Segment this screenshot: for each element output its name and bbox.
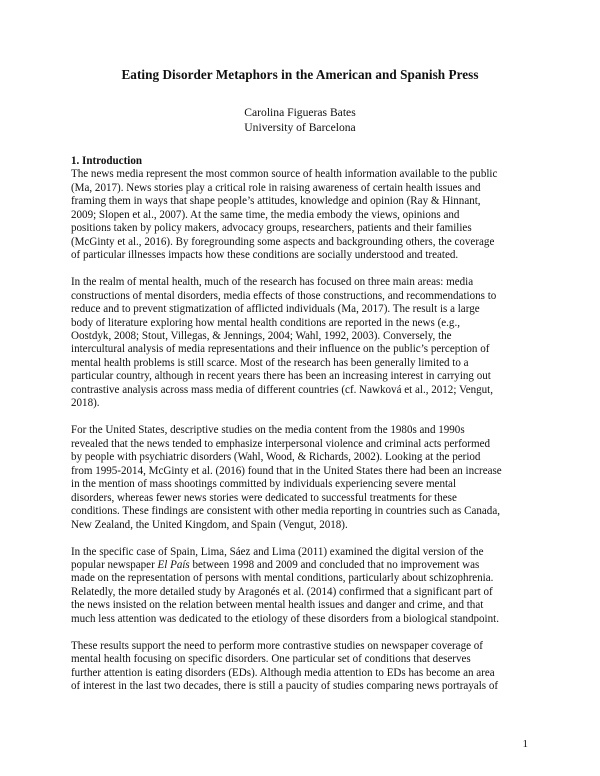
- paragraph-line: from 1995-2014, McGinty et al. (2016) found that in the United States there had been an increase: [71, 464, 502, 477]
- paragraph-line: body of literature exploring how mental health conditions are reported in the news (e.g.,: [71, 316, 460, 329]
- paragraph-line: For the United States, descriptive studies on the media content from the 1980s and 1990s: [71, 424, 465, 437]
- paragraph-line: disorders, whereas fewer news stories were dedicated to successful treatments for these: [71, 491, 457, 504]
- paragraph-line: (McGinty et al., 2016). By foregrounding some aspects and backgrounding others, the coverage: [71, 235, 495, 248]
- paragraph-line: contrastive analysis across mass media of different countries (cf. Nawková et al., 2012; Vengut,: [71, 383, 494, 396]
- paragraph-5: [71, 640, 533, 694]
- paragraph-line: intercultural analysis of media representations and their influence on the public’s perception of: [71, 343, 490, 356]
- author-block: [0, 106, 600, 135]
- paragraph-line: further attention is eating disorders (EDs). Although media attention to EDs has become an area: [71, 666, 495, 679]
- paragraph-line: New Zealand, the United Kingdom, and Spain (Vengut, 2018).: [71, 518, 348, 531]
- paragraph-line: made on the representation of persons with mental conditions, particularly about schizophrenia.: [71, 572, 494, 585]
- paper-title: Eating Disorder Metaphors in the American and Spanish Press: [121, 67, 479, 82]
- line-text: between 1998 and 2009 and concluded that no improvement was: [189, 559, 480, 572]
- paragraph-line: The news media represent the most common source of health information available to the public: [71, 168, 498, 181]
- line-text: popular newspaper: [71, 559, 158, 572]
- body-text: [71, 155, 533, 707]
- paragraph-line: revealed that the news tended to emphasize interpersonal violence and criminal acts performed: [71, 437, 490, 450]
- paragraph-line: Oostdyk, 2008; Stout, Villegas, & Jennings, 2004; Wahl, 1992, 2003). Conversely, the: [71, 330, 452, 343]
- paragraph-line: In the specific case of Spain, Lima, Sáez and Lima (2011) examined the digital version of the: [71, 545, 484, 558]
- paragraph-line: Relatedly, the more detailed study by Aragonés et al. (2014) confirmed that a significant part of: [71, 585, 493, 598]
- paragraph-line: mental health problems is still scarce. Most of the research has been generally limited to a: [71, 356, 469, 369]
- paragraph-3: [71, 424, 533, 532]
- paragraph-line: of interest in the last two decades, there is still a paucity of studies comparing news portrayals of: [71, 680, 499, 693]
- paragraph-line: These results support the need to perform more contrastive studies on newspaper coverage of: [71, 639, 483, 652]
- paragraph-line: positions taken by policy makers, advocacy groups, researchers, patients and their families: [71, 222, 472, 235]
- newspaper-name: El País: [157, 559, 190, 572]
- paragraph-line: by people with psychiatric disorders (Wahl, Wood, & Richards, 2002). Looking at the period: [71, 451, 481, 464]
- author-name: Carolina Figueras Bates: [244, 106, 356, 119]
- paragraph-line: framing them in ways that shape people’s attitudes, knowledge and opinion (Ray & Hinnant,: [71, 195, 481, 208]
- paragraph-line: In the realm of mental health, much of the research has focused on three main areas: media: [71, 276, 474, 289]
- section-heading: 1. Introduction: [71, 155, 143, 167]
- paragraph-1: [71, 168, 533, 262]
- paragraph-line: [71, 559, 533, 572]
- author-affiliation: University of Barcelona: [244, 120, 356, 134]
- paragraph-line: reduce and to prevent stigmatization of afflicted individuals (Ma, 2017). The result is a large: [71, 303, 480, 316]
- paragraph-line: 2018).: [71, 397, 100, 410]
- paragraph-line: (Ma, 2017). News stories play a critical role in raising awareness of certain health issues and: [71, 181, 481, 194]
- paragraph-4: [71, 546, 533, 627]
- page-number: 1: [522, 738, 528, 750]
- paragraph-line: constructions of mental disorders, media effects of those constructions, and recommendations to: [71, 289, 497, 302]
- paragraph-line: 2009; Slopen et al., 2007). At the same time, the media embody the views, opinions and: [71, 208, 460, 221]
- paragraph-line: much less attention was dedicated to the etiology of these disorders from a biological standpoint.: [71, 612, 499, 625]
- paragraph-line: particular country, although in recent years there has been an increasing interest in carrying out: [71, 370, 491, 383]
- paragraph-line: conditions. These findings are consistent with other media reporting in countries such as Canada,: [71, 505, 500, 518]
- paragraph-line: of particular illnesses impacts how these conditions are socially understood and treated.: [71, 249, 459, 262]
- paragraph-line: mental health focusing on specific disorders. One particular set of conditions that deserves: [71, 653, 471, 666]
- paragraph-line: the news insisted on the relation between mental health issues and danger and crime, and that: [71, 599, 484, 612]
- paragraph-2: [71, 276, 533, 411]
- paragraph-line: in the mention of mass shootings committed by individuals experiencing severe mental: [71, 478, 457, 491]
